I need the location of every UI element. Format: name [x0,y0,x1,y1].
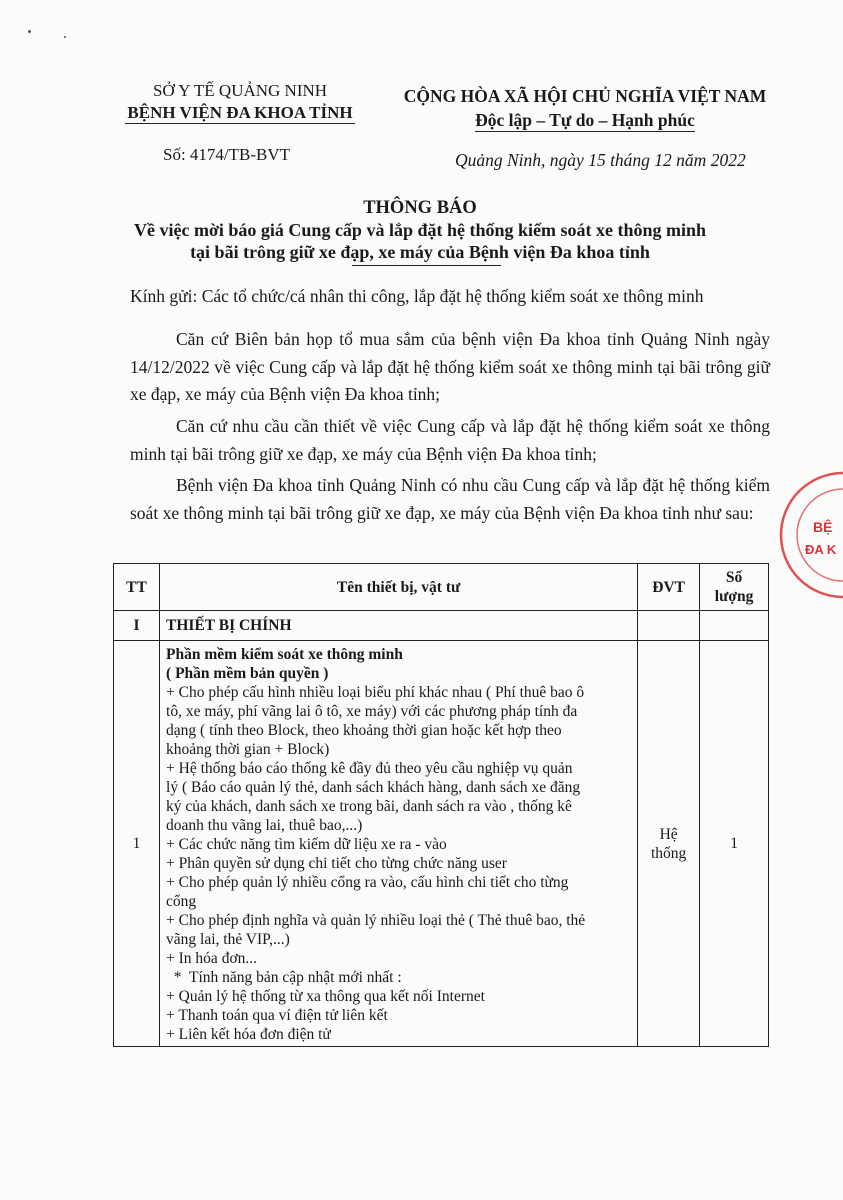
agency-name: SỞ Y TẾ QUẢNG NINH [152,81,328,100]
document-title [60,197,780,263]
table-header-row [114,564,769,611]
stamp-text: BỆ [813,519,833,535]
section-label: THIẾT BỊ CHÍNH [160,611,638,641]
item-unit: Hệ thống [638,641,700,1047]
header-quantity: Số lượng [700,564,769,611]
title-subject-line1: Về việc mời báo giá Cung cấp và lắp đặt hệ thống kiểm soát xe thông minh [133,220,706,240]
scan-speck [28,30,31,33]
paragraph-basis-need: Căn cứ nhu cầu cần thiết về việc Cung cấp và lắp đặt hệ thống kiểm soát xe thông minh tại bãi trông giữ xe đạp, xe máy của Bệnh viện Đa khoa tỉnh; [130,416,770,464]
country-name: CỘNG HÒA XÃ HỘI CHỦ NGHĨA VIỆT NAM [403,86,767,106]
equipment-table [113,563,769,1047]
hospital-name: BỆNH VIỆN ĐA KHOA TỈNH [127,103,353,122]
scan-speck [64,36,66,38]
item-license: ( Phần mềm bản quyền ) [166,665,329,682]
national-title-block [375,84,795,132]
item-number: 1 [114,641,160,1047]
item-quantity: 1 [700,641,769,1047]
title-heading: THÔNG BÁO [363,198,477,218]
title-underline [352,265,501,266]
section-number: I [114,611,160,641]
table-row [114,641,769,1047]
paragraph-basis-meeting: Căn cứ Biên bản họp tổ mua sắm của bệnh viện Đa khoa tỉnh Quảng Ninh ngày 14/12/2022 về việc Cung cấp và lắp đặt hệ thống kiểm soát xe thông minh tại bãi trông giữ xe đạp, xe máy của Bệnh viện Đa khoa tỉnh; [130,329,770,404]
section-row [114,611,769,641]
document-number: Số: 4174/TB-BVT [163,145,291,164]
header-tt: TT [114,564,160,611]
title-subject-line2: tại bãi trông giữ xe đạp, xe máy của Bệnh viện Đa khoa tỉnh [190,242,650,262]
red-stamp-seal [773,470,843,600]
header-name: Tên thiết bị, vật tư [160,564,638,611]
recipient-line: Kính gửi: Các tổ chức/cá nhân thi công, lắp đặt hệ thống kiểm soát xe thông minh [130,286,704,306]
issuing-agency-block [95,80,385,124]
item-name: Phần mềm kiểm soát xe thông minh [166,646,403,663]
national-motto: Độc lập – Tự do – Hạnh phúc [475,110,695,130]
header-unit: ĐVT [638,564,700,611]
item-description: Phần mềm kiểm soát xe thông minh ( Phần mềm bản quyền ) + Cho phép cấu hình nhiều loại biểu phí khác nhau ( Phí thuê bao ô tô, xe máy, phí vãng lai ô tô, xe máy) với các phương pháp tính đa dạng ( tính theo Block, theo khoảng thời gian hoặc kết hợp theo khoảng thời gian + Block) + Hệ thống báo cáo thống kê đầy đủ theo yêu cầu nghiệp vụ quản lý ( Báo cáo quản lý thẻ, danh sách khách hàng, danh sách xe đăng ký của khách, danh sách xe trong bãi, danh sách ra vào , thống kê doanh thu vãng lai, thuê bao,...) + Các chức năng tìm kiếm dữ liệu xe ra - vào + Phân quyền sử dụng chi tiết cho từng chức năng user + Cho phép quản lý nhiều cổng ra vào, cấu hình chi tiết cho từng cổng + Cho phép định nghĩa và quản lý nhiều loại thẻ ( Thẻ thuê bao, thẻ vãng lai, thẻ VIP,...) + In hóa đơn... * Tính năng bản cập nhật mới nhất : + Quản lý hệ thống từ xa thông qua kết nối Internet + Thanh toán qua ví điện tử liên kết + Liên kết hóa đơn điện tử [160,641,638,1047]
document-date: Quảng Ninh, ngày 15 tháng 12 năm 2022 [455,150,746,170]
paragraph-request: Bệnh viện Đa khoa tỉnh Quảng Ninh có nhu cầu Cung cấp và lắp đặt hệ thống kiểm soát xe thông minh tại bãi trông giữ xe đạp, xe máy của Bệnh viện Đa khoa tỉnh như sau: [130,475,770,523]
stamp-text: ĐA K [805,542,837,557]
